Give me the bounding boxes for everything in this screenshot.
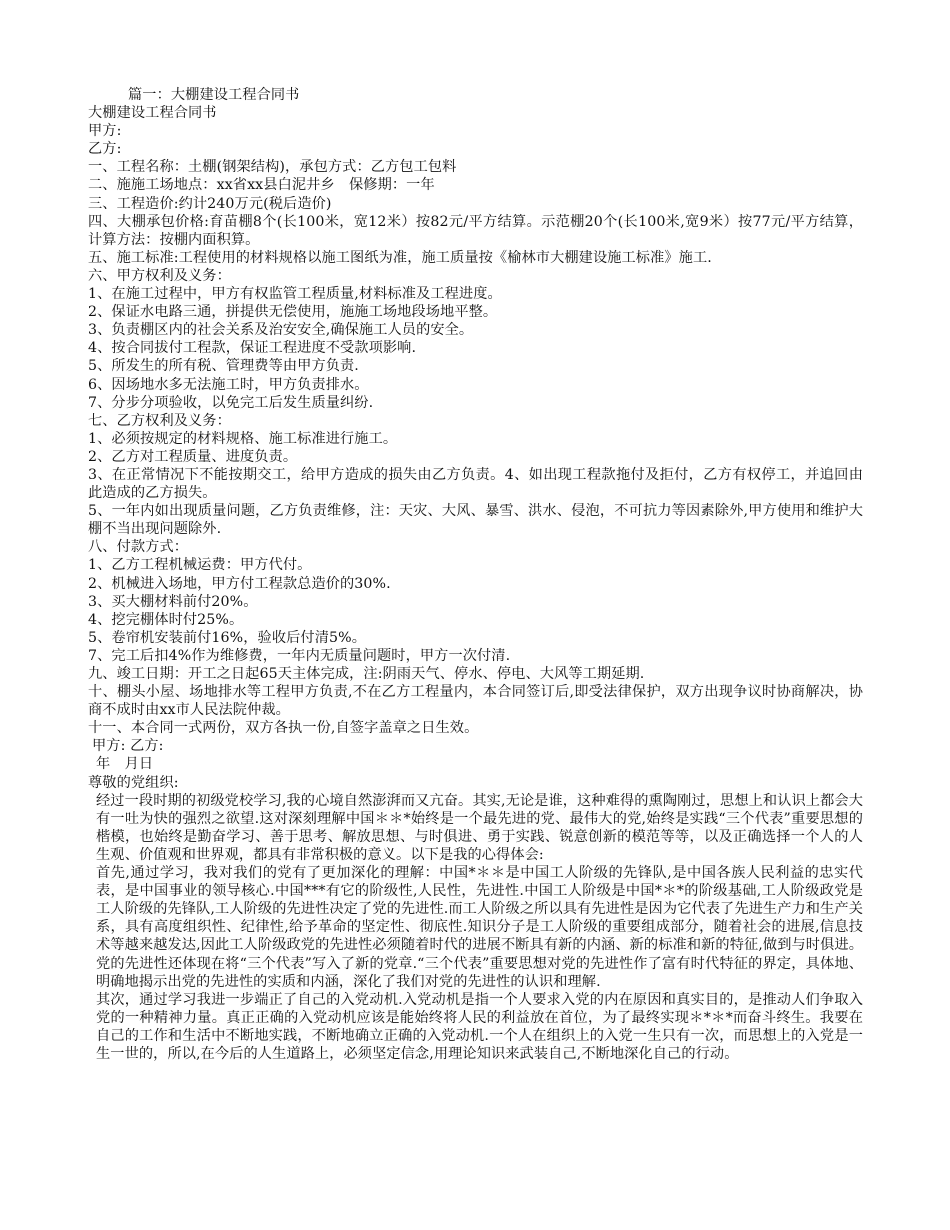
contract-clause: 4、按合同拔付工程款，保证工程进度不受款项影响. [88,340,417,357]
contract-clause: 一、工程名称：土棚(钢架结构)，承包方式：乙方包工包料 [88,159,457,176]
contract-clause: 五、施工标准:工程使用的材料规格以施工图纸为准，施工质量按《榆林市大棚建设施工标准》施工. [88,249,712,266]
contract-clause: 六、甲方权利及义务： [88,267,231,284]
contract-clause: 5、一年内如出现质量问题，乙方负责维修，注：天灾、大风、暴雪、洪水、侵泡，不可抗力等因素除外,甲方使用和维护大棚不当出现问题除外. [88,503,863,538]
contract-clause: 5、所发生的所有税、管理费等由甲方负责. [88,358,359,375]
section-title: 篇一：大棚建设工程合同书 [128,87,300,103]
contract-clause: 1、在施工过程中，甲方有权监管工程质量,材料标准及工程进度。 [88,286,502,303]
contract-clause: 四、大棚承包价格:育苗棚8个(长100米，宽12米）按82元/平方结算。示范棚20个(长100米,宽9米）按77元/平方结算，计算方法：按棚内面积算。 [88,213,863,248]
contract-clause: 1、乙方工程机械运费：甲方代付。 [88,557,312,574]
party-a-line: 甲方: [88,123,122,140]
contract-clause: 6、因场地水多无法施工时，甲方负责排水。 [88,376,369,393]
contract-clause: 十、棚头小屋、场地排水等工程甲方负责,不在乙方工程量内，本合同签订后,即受法律保护，双方出现争议时协商解决，协商不成时由xx市人民法院仲裁。 [88,684,863,719]
signature-line: 甲方: 乙方: [92,738,164,755]
contract-title: 大棚建设工程合同书 [88,105,217,122]
contract-clause: 二、施施工场地点：xx省xx县白泥井乡 保修期：一年 [88,177,435,194]
contract-clauses [88,158,863,737]
contract-clause: 3、在正常情况下不能按期交工，给甲方造成的损失由乙方负责。4、如出现工程款拖付及拒付，乙方有权停工，并追回由此造成的乙方损失。 [88,466,863,502]
date-line: 年 月日 [96,756,154,773]
party-b-line: 乙方: [88,141,122,158]
contract-clause: 7、完工后扣4%作为维修费，一年内无质量问题时，甲方一次付清. [88,647,511,664]
letter-paragraph: 经过一段时期的初级党校学习,我的心境自然澎湃而又亢奋。其实,无论是谁，这种难得的熏陶刚过，思想上和认识上都会大有一吐为快的强烈之欲望.这对深刻理解中国＊＊*始终是一个最先进的党、最伟大的党,始终是实践“三个代表”重要思想的 楷模，也始终是勤奋学习、善于思考、解放思想、与时俱进、勇于实践、锐意创新的模范等等，以及正确选择一个人的人生观、价值观和世界观，都具有非常积极的意义。以下是我的心得体会: [96,792,863,863]
contract-clause: 2、乙方对工程质量、进度负责。 [88,448,298,465]
letter-paragraph: 首先,通过学习，我对我们的党有了更加深化的理解：中国*＊＊是中国工人阶级的先锋队,是中国各族人民利益的忠实代表，是中国事业的领导核心.中国***有它的阶级性,人民性，先进性.中国工人阶级是中国*＊*的阶级基础,工人阶级政党是工人阶级的先锋队,工人阶级的先进性决定了党的先进性.而工人阶级之所以具有先进性是因为它代表了先进生产力和生产关系，具有高度组织性、纪律性,给予革命的坚定性、彻底性.知识分子是工人阶级的重要组成部分，随着社会的进展,信息技术等越来越发达,因此工人阶级政党的先进性必须随着时代的进展不断具有新的内涵、新的标准和新的特征,做到与时俱进。党的先进性还体现在将“三个代表”写入了新的党章.“三个代表”重要思想对党的先进性作了富有时代特征的界定，具体地、明确地揭示出党的先进性的实质和内涵，深化了我们对党的先进性的认识和理解. [96,865,863,990]
contract-clause: 2、机械进入场地，甲方付工程款总造价的30%. [88,575,391,592]
contract-clause: 1、必须按规定的材料规格、施工标准进行施工。 [88,430,398,447]
document-page [88,86,863,1063]
letter-salutation: 尊敬的党组织: [88,774,179,791]
contract-clause: 7、分步分项验收，以免完工后发生质量纠纷. [88,394,374,411]
contract-clause: 十一、本合同一式两份，双方各执一份,自签字盖章之日生效。 [88,720,479,737]
contract-clause: 3、负责棚区内的社会关系及治安安全,确保施工人员的安全。 [88,322,474,339]
contract-clause: 三、工程造价:约计240万元(税后造价) [88,195,332,212]
contract-clause: 5、卷帘机安装前付16%，验收后付清5%。 [88,629,366,646]
contract-clause: 八、付款方式： [88,539,189,556]
contract-clause: 4、挖完棚体时付25%。 [88,611,244,628]
contract-clause: 2、保证水电路三通，拼提供无偿使用，施施工场地段场地平整。 [88,304,498,321]
contract-clause: 七、乙方权利及义务： [88,412,231,429]
contract-clause: 九、竣工日期：开工之日起65天主体完成，注:阴雨天气、停水、停电、大风等工期延期. [88,666,645,682]
contract-clause: 3、买大棚材料前付20%。 [88,593,258,610]
letter-paragraph: 其次，通过学习我进一步端正了自己的入党动机.入党动机是指一个人要求入党的内在原因和真实目的，是推动人们争取入党的一种精神力量。真正正确的入党动机应该是能始终将人民的利益放在首位，为了最终实现＊*＊*而奋斗终生。我要在自己的工作和生活中不断地实践，不断地确立正确的入党动机.一个人在组织上的入党一生只有一次，而思想上的入党是一生一世的，所以,在今后的人生道路上，必须坚定信念,用理论知识来武装自己,不断地深化自己的行动。 [96,991,863,1062]
